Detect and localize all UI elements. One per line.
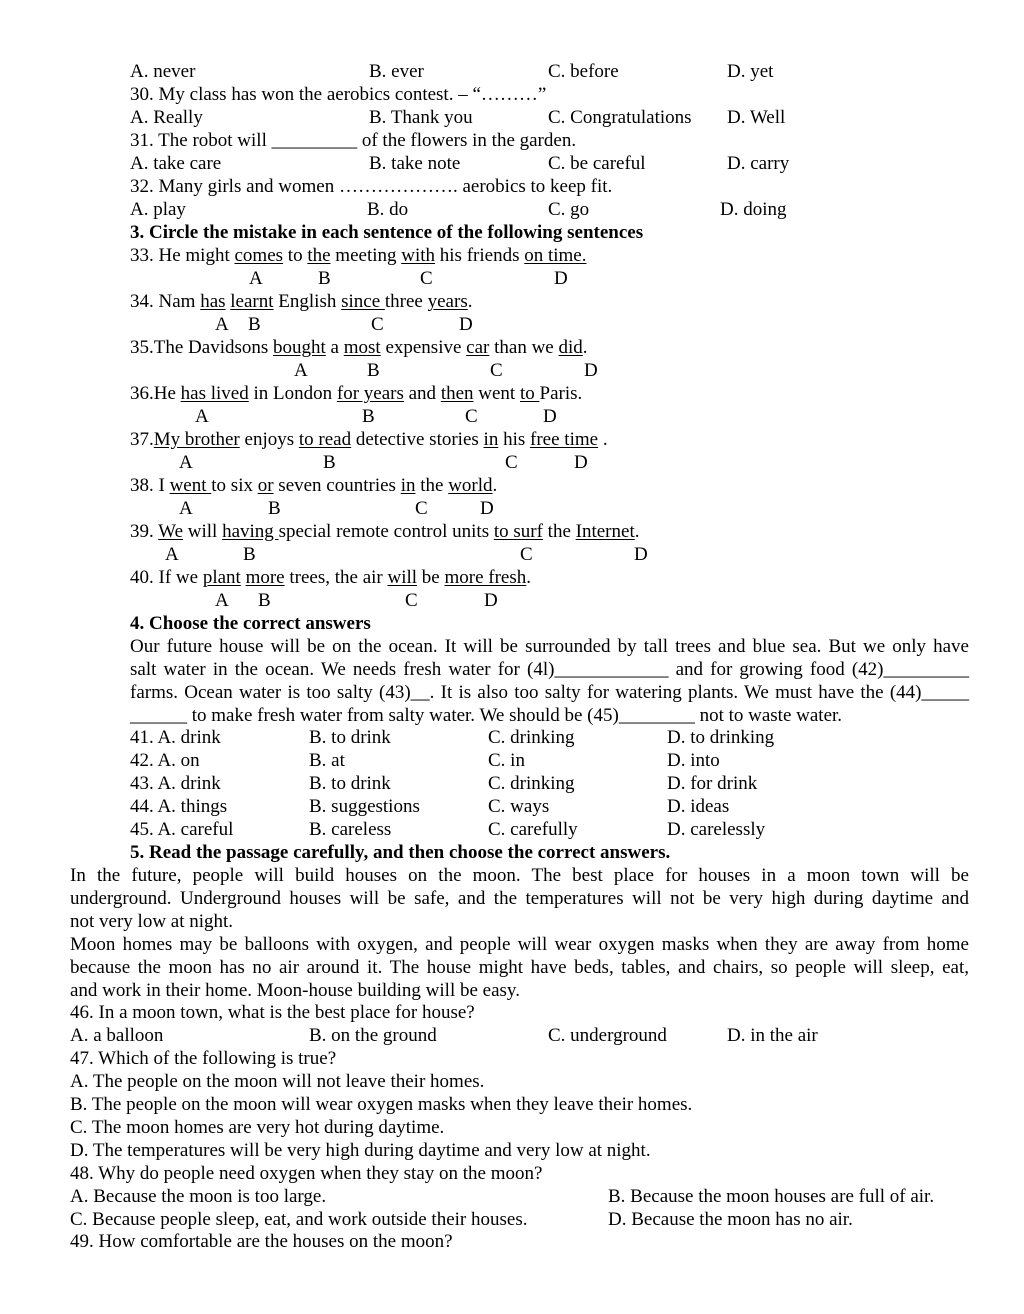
q41-option-d[interactable]: D. to drinking bbox=[667, 727, 775, 748]
sentence-35: 35.The Davidsons bought a most expensive car than we did. bbox=[130, 337, 588, 358]
q30-option-b[interactable]: B. Thank you bbox=[369, 107, 473, 128]
s40-part-b[interactable]: more bbox=[245, 567, 285, 588]
q29-option-b[interactable]: B. ever bbox=[369, 61, 424, 82]
s35-part-c[interactable]: car bbox=[466, 337, 490, 358]
s36-part-b[interactable]: for years bbox=[336, 383, 404, 404]
s39-part-c[interactable]: to surf bbox=[493, 521, 543, 542]
s35-part-d[interactable]: did bbox=[558, 337, 583, 358]
passage-5-line-2: underground. Underground houses will be safe, and the temperatures will not be very high during daytime and bbox=[70, 888, 969, 909]
q48-option-b[interactable]: B. Because the moon houses are full of air. bbox=[608, 1186, 935, 1207]
sentence-34: 34. Nam has learnt English since three years. bbox=[130, 291, 473, 312]
q46-option-a[interactable]: A. a balloon bbox=[70, 1025, 164, 1046]
q41-option-b[interactable]: B. to drink bbox=[309, 727, 391, 748]
q47-question: 47. Which of the following is true? bbox=[70, 1048, 337, 1069]
q48-question: 48. Why do people need oxygen when they stay on the moon? bbox=[70, 1163, 543, 1184]
s34-part-a[interactable]: has bbox=[200, 291, 226, 312]
q42-option-b[interactable]: B. at bbox=[309, 750, 345, 771]
s34-part-b[interactable]: learnt bbox=[230, 291, 274, 312]
q32-option-a[interactable]: A. play bbox=[130, 199, 186, 220]
sentence-37: 37.My brother enjoys to read detective stories in his free time . bbox=[130, 429, 608, 450]
q30-option-c[interactable]: C. Congratulations bbox=[548, 107, 692, 128]
q47-option-d[interactable]: D. The temperatures will be very high during daytime and very low at night. bbox=[70, 1140, 651, 1161]
q32-option-d[interactable]: D. doing bbox=[720, 199, 787, 220]
s38-part-b[interactable]: or bbox=[257, 475, 274, 496]
s36-part-d[interactable]: to bbox=[519, 383, 540, 404]
s35-part-b[interactable]: most bbox=[343, 337, 381, 358]
s35-part-a[interactable]: bought bbox=[273, 337, 326, 358]
q48-option-a[interactable]: A. Because the moon is too large. bbox=[70, 1186, 327, 1207]
passage-4-line-2: salt water in the ocean. We needs fresh water for (4l)____________ and for growing food (42)_________ bbox=[130, 659, 969, 680]
q31-blank[interactable]: _________ bbox=[271, 130, 358, 151]
q45-option-c[interactable]: C. carefully bbox=[488, 819, 578, 840]
sentence-38: 38. I went to six or seven countries in the world. bbox=[130, 475, 498, 496]
q46-question: 46. In a moon town, what is the best place for house? bbox=[70, 1002, 475, 1023]
q44-option-d[interactable]: D. ideas bbox=[667, 796, 730, 817]
s38-part-a[interactable]: went bbox=[169, 475, 212, 496]
q41-option-c[interactable]: C. drinking bbox=[488, 727, 575, 748]
q30-option-a[interactable]: A. Really bbox=[130, 107, 203, 128]
q31-option-b[interactable]: B. take note bbox=[369, 153, 461, 174]
q31-option-d[interactable]: D. carry bbox=[727, 153, 790, 174]
q48-option-c[interactable]: C. Because people sleep, eat, and work outside their houses. bbox=[70, 1209, 528, 1230]
q30-option-d[interactable]: D. Well bbox=[727, 107, 786, 128]
section-4-title: 4. Choose the correct answers bbox=[130, 613, 371, 634]
q44-option-c[interactable]: C. ways bbox=[488, 796, 550, 817]
q43-option-c[interactable]: C. drinking bbox=[488, 773, 575, 794]
s37-part-c[interactable]: in bbox=[483, 429, 499, 450]
sentence-39: 39. We will having special remote control units to surf the Internet. bbox=[130, 521, 640, 542]
passage-5-line-6: and work in their home. Moon-house building will be easy. bbox=[70, 980, 520, 1001]
sentence-33: 33. He might comes to the meeting with his friends on time. bbox=[130, 245, 587, 266]
q44-option-a[interactable]: 44. A. things bbox=[130, 796, 228, 817]
q49-question: 49. How comfortable are the houses on the moon? bbox=[70, 1231, 453, 1252]
s40-part-c[interactable]: will bbox=[387, 567, 418, 588]
s34-part-c[interactable]: since bbox=[341, 291, 385, 312]
sentence-40: 40. If we plant more trees, the air will be more fresh. bbox=[130, 567, 532, 588]
q32-option-c[interactable]: C. go bbox=[548, 199, 590, 220]
s37-part-d[interactable]: free time bbox=[530, 429, 599, 450]
section-3-title: 3. Circle the mistake in each sentence of the following sentences bbox=[130, 222, 644, 243]
q46-option-c[interactable]: C. underground bbox=[548, 1025, 667, 1046]
s33-part-b[interactable]: the bbox=[307, 245, 331, 266]
q45-option-a[interactable]: 45. A. careful bbox=[130, 819, 234, 840]
q31-question: 31. The robot will _________ of the flowers in the garden. bbox=[130, 130, 577, 151]
s40-part-a[interactable]: plant bbox=[202, 567, 241, 588]
q29-option-d[interactable]: D. yet bbox=[727, 61, 774, 82]
q44-option-b[interactable]: B. suggestions bbox=[309, 796, 420, 817]
passage-4-line-1: Our future house will be on the ocean. It will be surrounded by tall trees and blue sea. But we only have bbox=[130, 636, 969, 657]
section-5-title: 5. Read the passage carefully, and then choose the correct answers. bbox=[130, 842, 671, 863]
s39-part-b[interactable]: having bbox=[222, 521, 279, 542]
q46-option-d[interactable]: D. in the air bbox=[727, 1025, 818, 1046]
s38-part-d[interactable]: world bbox=[448, 475, 493, 496]
s33-part-a[interactable]: comes bbox=[234, 245, 284, 266]
s36-part-a[interactable]: has lived bbox=[180, 383, 249, 404]
q43-option-b[interactable]: B. to drink bbox=[309, 773, 391, 794]
passage-4-line-3: farms. Ocean water is too salty (43)__. It is also too salty for watering plants. We must have the (44)_____ bbox=[130, 682, 969, 703]
s36-part-c[interactable]: then bbox=[440, 383, 474, 404]
s40-part-d[interactable]: more fresh bbox=[444, 567, 527, 588]
q29-option-c[interactable]: C. before bbox=[548, 61, 619, 82]
q32-option-b[interactable]: B. do bbox=[367, 199, 409, 220]
q31-option-a[interactable]: A. take care bbox=[130, 153, 222, 174]
sentence-36: 36.He has lived in London for years and then went to Paris. bbox=[130, 383, 583, 404]
q32-question: 32. Many girls and women ………………. aerobics to keep fit. bbox=[130, 176, 613, 197]
passage-5-line-3: not very low at night. bbox=[70, 911, 234, 932]
q47-option-c[interactable]: C. The moon homes are very hot during daytime. bbox=[70, 1117, 445, 1138]
s37-part-b[interactable]: to read bbox=[298, 429, 352, 450]
s38-part-c[interactable]: in bbox=[400, 475, 416, 496]
s33-part-d[interactable]: on time. bbox=[524, 245, 587, 266]
q43-option-d[interactable]: D. for drink bbox=[667, 773, 758, 794]
q29-option-a[interactable]: A. never bbox=[130, 61, 196, 82]
q46-option-b[interactable]: B. on the ground bbox=[309, 1025, 437, 1046]
s39-part-d[interactable]: Internet bbox=[575, 521, 635, 542]
q42-option-a[interactable]: 42. A. on bbox=[130, 750, 200, 771]
q47-option-b[interactable]: B. The people on the moon will wear oxygen masks when they leave their homes. bbox=[70, 1094, 693, 1115]
s33-part-c[interactable]: with bbox=[401, 245, 436, 266]
passage-5-line-5: because the moon has no air around it. The house might have beds, tables, and chairs, so people will sleep, eat, bbox=[70, 957, 969, 978]
q47-option-a[interactable]: A. The people on the moon will not leave their homes. bbox=[70, 1071, 485, 1092]
q41-option-a[interactable]: 41. A. drink bbox=[130, 727, 221, 748]
q45-option-d[interactable]: D. carelessly bbox=[667, 819, 766, 840]
q43-option-a[interactable]: 43. A. drink bbox=[130, 773, 221, 794]
s34-part-d[interactable]: years bbox=[427, 291, 468, 312]
s39-part-a[interactable]: We bbox=[158, 521, 184, 542]
q30-question: 30. My class has won the aerobics contest. – “………” bbox=[130, 84, 547, 105]
s37-part-a[interactable]: My brother bbox=[153, 429, 240, 450]
q48-option-d[interactable]: D. Because the moon has no air. bbox=[608, 1209, 853, 1230]
passage-5-line-4: Moon homes may be balloons with oxygen, and people will wear oxygen masks when they are away from home bbox=[70, 934, 969, 955]
passage-5-line-1: In the future, people will build houses on the moon. The best place for houses in a moon town will be bbox=[70, 865, 969, 886]
q31-option-c[interactable]: C. be careful bbox=[548, 153, 646, 174]
q42-option-d[interactable]: D. into bbox=[667, 750, 720, 771]
passage-4-line-4: ______ to make fresh water from salty water. We should be (45)________ not to waste water. bbox=[130, 705, 843, 726]
q45-option-b[interactable]: B. careless bbox=[309, 819, 392, 840]
q42-option-c[interactable]: C. in bbox=[488, 750, 525, 771]
worksheet-page: A. never B. ever C. before D. yet 30. My class has won the aerobics contest. – “………” A. Really B. Thank you C. Congratulations D. Well 31. The robot will _________ of the flowers in the garden. A. take care B. take note C. be careful D. carry 32. Many girls and women ………………. aerobics to keep fit. A. play B. do C. go D. doing 3. Circle the mistake in each sentence of the following sentences 33. He might comes to the meeting with his friends on time. A B C D 34. Nam has learnt English since three years. A B C D 35.The Davidsons bought a most expensive car than we did. A B C D 36.He has lived in London for years and then went to Paris. A B C D 37.My brother enjoys to read detective stories in his free time . A B C D 38. I went to six or seven countries in the world. A B C D 39. We will having special remote control units to surf the Internet. A B C D 40. If we plant more trees, the air will be more fresh. A B C D 4. Choose the correct answers Our future house will be on the ocean. It will be surrounded by tall trees and blue sea. But we only have salt water in the ocean. We needs fresh water for (4l)____________ and for growing food (42)_________ farms. Ocean water is too salty (43)__. It is also too salty for watering plants. We must have the (44)_____ ______ to make fresh water from salty water. We should be (45)________ not to waste water. 41. A. drink B. to drink C. drinking D. to drinking 42. A. on B. at C. in D. into 43. A. drink B. to drink C. drinking D. for drink 44. A. things B. suggestions C. ways D. ideas 45. A. careful B. careless C. carefully D. carelessly 5. Read the passage carefully, and then choose the correct answers. In the future, people will build houses on the moon. The best place for houses in a moon town will be underground. Underground houses will be safe, and the temperatures will not be very high during daytime and not very low at night. Moon homes may be balloons with oxygen, and people will wear oxygen masks when they are away from home because the moon has no air around it. The house might have beds, tables, and chairs, so people will sleep, eat, and work in their home. Moon-house building will be easy. 46. In a moon town, what is the best place for house? A. a balloon B. on the ground C. underground D. in the air 47. Which of the following is true? A. The people on the moon will not leave their homes. B. The people on the moon will wear oxygen masks when they leave their homes. C. The moon homes are very hot during daytime. D. The temperatures will be very high during daytime and very low at night. 48. Why do people need oxygen when they stay on the moon? A. Because the moon is too large. B. Because the moon houses are full of air. C. Because people sleep, eat, and work outside their houses. D. Because the moon has no air. 49. How comfortable are the houses on the moon? bbox=[70, 61, 969, 1252]
